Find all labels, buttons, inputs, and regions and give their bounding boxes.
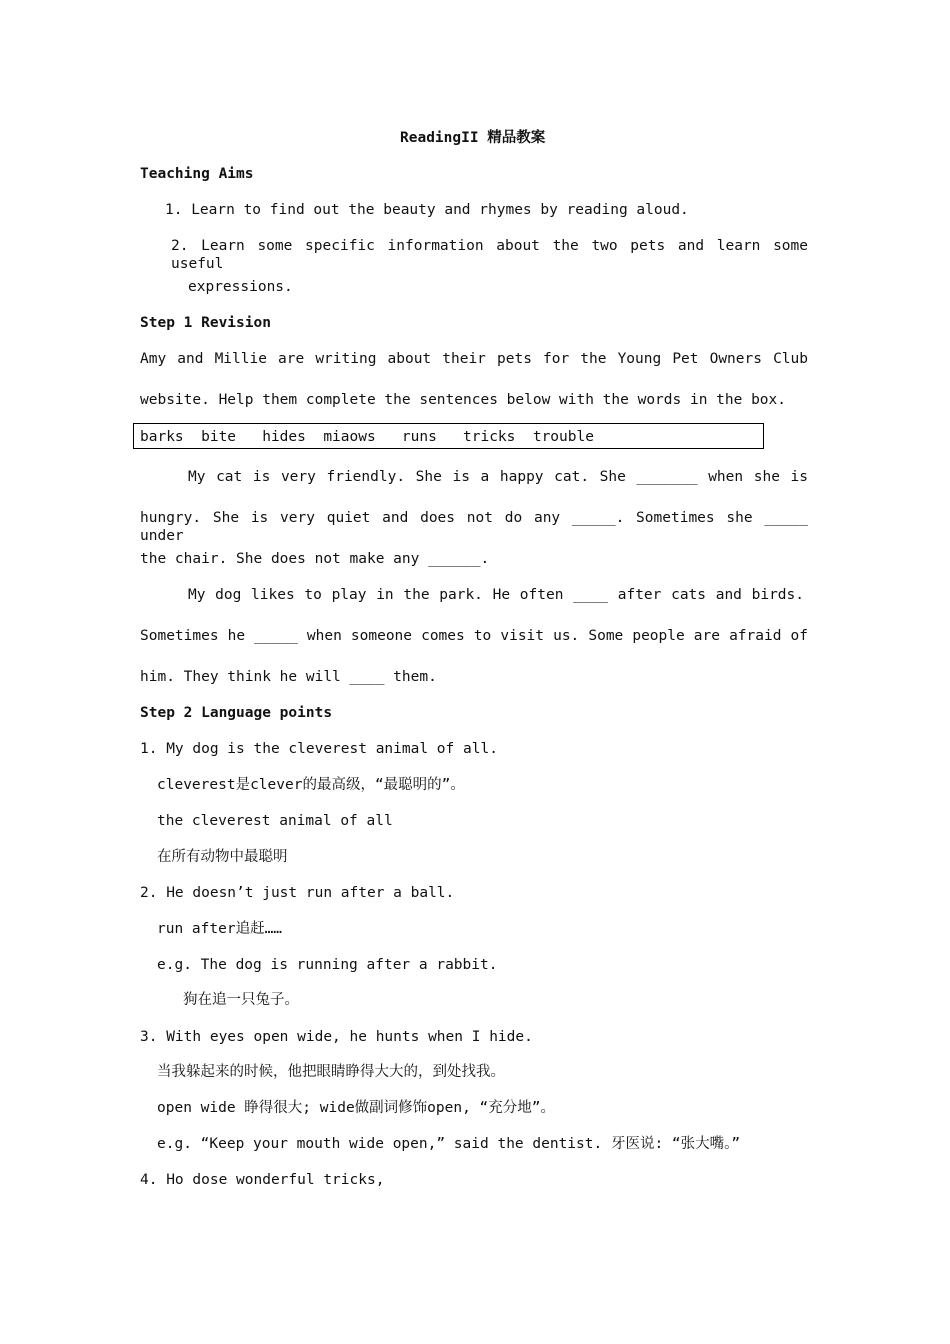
point-3: 3. With eyes open wide, he hunts when I hide. <box>140 1029 533 1045</box>
step1-intro-line1: Amy and Millie are writing about their pets for the Young Pet Owners Club <box>140 351 808 367</box>
point-1: 1. My dog is the cleverest animal of all. <box>140 741 498 757</box>
point-2-translation: 狗在追一只兔子。 <box>183 992 299 1008</box>
dog-para-line1: My dog likes to play in the park. He often ____ after cats and birds. <box>188 587 804 603</box>
cat-para-line3: the chair. She does not make any ______. <box>140 551 490 567</box>
point-3-note: open wide 睁得很大; wide做副词修饰open, “充分地”。 <box>157 1100 556 1116</box>
point-2-note: run after追赶…… <box>157 921 283 937</box>
point-2: 2. He doesn’t just run after a ball. <box>140 885 455 901</box>
word-box-words: barks bite hides miaows runs tricks trouble <box>140 429 594 445</box>
dog-para-line3: him. They think he will ____ them. <box>140 669 437 685</box>
point-3-example: e.g. “Keep your mouth wide open,” said the dentist. 牙医说: “张大嘴。” <box>157 1136 741 1152</box>
page-title: ReadingII 精品教案 <box>400 130 546 146</box>
point-2-example: e.g. The dog is running after a rabbit. <box>157 957 498 973</box>
point-1-phrase: the cleverest animal of all <box>157 813 393 829</box>
step2-heading: Step 2 Language points <box>140 705 333 721</box>
step1-heading: Step 1 Revision <box>140 315 271 331</box>
teaching-aims-heading: Teaching Aims <box>140 166 254 182</box>
aim-item-2: 2. Learn some specific information about the two pets and learn some useful <box>171 238 808 272</box>
point-1-note: cleverest是clever的最高级，“最聪明的”。 <box>157 777 465 793</box>
point-1-translation: 在所有动物中最聪明 <box>157 849 288 865</box>
cat-para-line2: hungry. She is very quiet and does not do any _____. Sometimes she _____ under <box>140 510 808 544</box>
dog-para-line2: Sometimes he _____ when someone comes to visit us. Some people are afraid of <box>140 628 808 644</box>
point-4: 4. Ho dose wonderful tricks, <box>140 1172 385 1188</box>
aim-item-1: 1. Learn to find out the beauty and rhymes by reading aloud. <box>165 202 689 218</box>
point-3-translation: 当我躲起来的时候，他把眼睛睁得大大的，到处找我。 <box>157 1064 505 1080</box>
step1-intro-line2: website. Help them complete the sentences below with the words in the box. <box>140 392 787 408</box>
aim-item-2-cont: expressions. <box>188 279 293 295</box>
word-box <box>133 423 764 449</box>
cat-para-line1: My cat is very friendly. She is a happy cat. She _______ when she is <box>188 469 808 485</box>
